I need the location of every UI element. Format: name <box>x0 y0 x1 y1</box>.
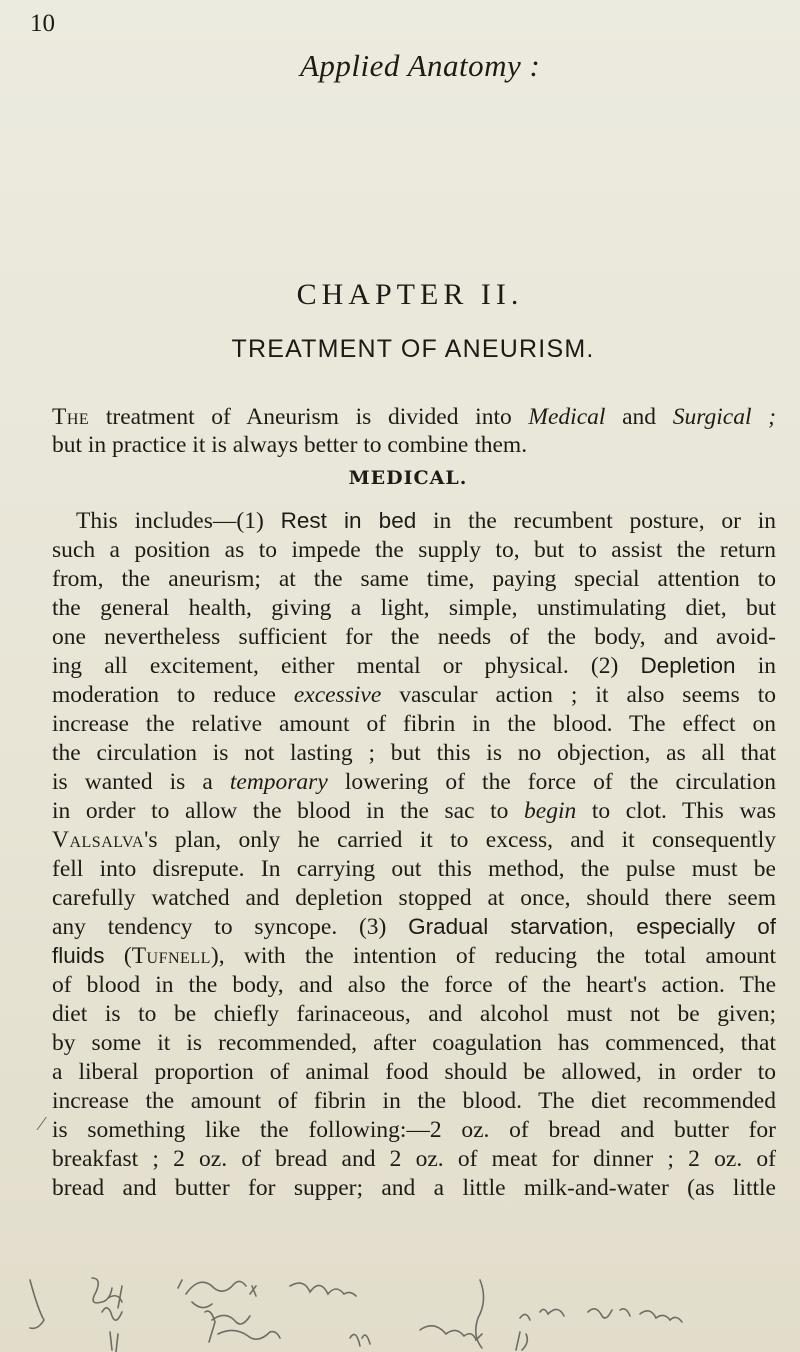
body-line-15: any tendency to syncope. (3) Gradual starvation, especially of <box>52 914 776 940</box>
margin-pencil-mark: ⁄ <box>40 1113 44 1135</box>
body-line-2: such a position as to impede the supply to, but to assist the return <box>52 537 776 563</box>
body-line-6: ing all excitement, either mental or physical. (2) Depletion in <box>52 653 776 679</box>
body-line-19: by some it is recommended, after coagulation has commenced, that <box>52 1030 776 1056</box>
body-line-9: the circulation is not lasting ; but this is no objection, as all that <box>52 740 776 766</box>
section-title: TREATMENT OF ANEURISM. <box>231 335 595 363</box>
body-line-13: fell into disrepute. In carrying out this method, the pulse must be <box>52 856 776 882</box>
page-number: 10 <box>30 10 55 37</box>
chapter-title: CHAPTER II. <box>296 278 524 311</box>
body-line-7: moderation to reduce excessive vascular action ; it also seems to <box>52 682 776 708</box>
body-line-3: from, the aneurism; at the same time, paying special attention to <box>52 566 776 592</box>
body-line-10: is wanted is a temporary lowering of the force of the circulation <box>52 769 776 795</box>
running-head: Applied Anatomy : <box>300 48 541 83</box>
body-line-1: This includes—(1) Rest in bed in the recumbent posture, or in <box>76 508 776 534</box>
handwritten-annotations <box>0 1272 800 1352</box>
body-line-11: in order to allow the blood in the sac to begin to clot. This was <box>52 798 776 824</box>
intro-line-2: but in practice it is always better to combine them. <box>52 432 528 458</box>
body-line-22: is something like the following:—2 oz. of bread and butter for <box>52 1117 776 1143</box>
body-line-21: increase the amount of fibrin in the blood. The diet recommended <box>52 1088 776 1114</box>
body-line-8: increase the relative amount of fibrin in the blood. The effect on <box>52 711 776 737</box>
body-line-20: a liberal proportion of animal food should be allowed, in order to <box>52 1059 776 1085</box>
body-line-12: Valsalva's plan, only he carried it to excess, and it consequently <box>52 827 776 853</box>
body-line-14: carefully watched and depletion stopped at once, should there seem <box>52 885 776 911</box>
body-line-16: fluids (Tufnell), with the intention of reducing the total amount <box>52 943 776 969</box>
body-line-4: the general health, giving a light, simple, unstimulating diet, but <box>52 595 776 621</box>
subheading-medical: MEDICAL. <box>348 467 468 489</box>
body-line-17: of blood in the body, and also the force of the heart's action. The <box>52 972 776 998</box>
body-line-18: diet is to be chiefly farinaceous, and alcohol must not be given; <box>52 1001 776 1027</box>
body-line-5: one nevertheless sufficient for the needs of the body, and avoid- <box>52 624 776 650</box>
body-line-23: breakfast ; 2 oz. of bread and 2 oz. of meat for dinner ; 2 oz. of <box>52 1146 776 1172</box>
body-line-24: bread and butter for supper; and a little milk-and-water (as little <box>52 1175 776 1201</box>
intro-line-1: The treatment of Aneurism is divided into Medical and Surgical ; <box>52 404 776 430</box>
